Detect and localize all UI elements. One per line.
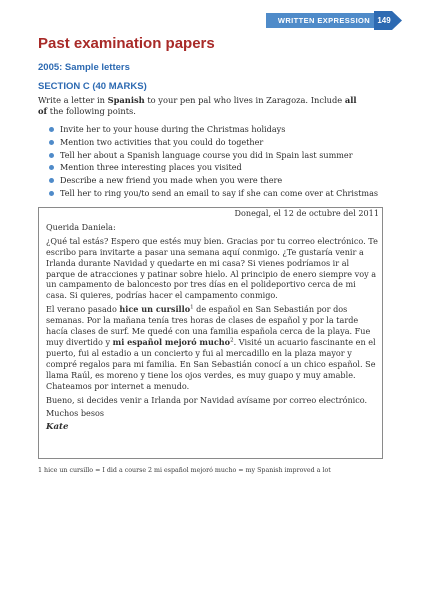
list-item	[48, 149, 378, 162]
page-title: Past examination papers	[38, 35, 215, 52]
list-item	[48, 136, 378, 149]
bullet-icon	[49, 191, 54, 196]
bullet-icon	[49, 178, 54, 183]
letter-text: . Visité un acuario fascinante en el puerto, fui al estadio a un concierto y fui al mercadillo en la plaza mayor y compré regalos para mi familia. En San Sebastián conocí a un chico español. Se llama Raúl, es moreno y tiene los ojos verdes, es muy guapo y muy amable. Chateamos por internet a menudo.	[46, 336, 376, 391]
letter-paragraph-1: ¿Qué tal estás? Espero que estés muy bien. Gracias por tu correo electrónico. Te escribo para invitarte a pasar una semana aquí conmigo. ¿Te gustaría venir a Irlanda durante Navidad y quedarte en mi casa? Si vienes podríamos ir al parque de atracciones y patinar sobre hielo. Al principio de enero siempre voy a un campamento de baloncesto por tres días en el polideportivo cerca de mi casa. Si quieres, podrías hacer el campamento conmigo.	[46, 235, 378, 301]
page-number: 149	[377, 16, 391, 25]
footnote: 1 hice un cursillo = I did a course 2 mi español mejoró mucho = my Spanish improved a lot	[38, 467, 331, 474]
subtitle: 2005: Sample letters	[38, 62, 130, 73]
point-text: Mention two activities that you could do together	[60, 136, 264, 147]
instructions	[38, 95, 368, 117]
section-header-band	[266, 13, 382, 28]
letter-greeting: Querida Daniela:	[46, 221, 116, 232]
letter-closing: Muchos besos	[46, 408, 104, 419]
section-heading: SECTION C (40 MARKS)	[38, 81, 147, 92]
instructions-text: to your pen pal who lives in Zaragoza. Include	[144, 95, 345, 105]
letter-date: Donegal, el 12 de octubre del 2011	[234, 208, 379, 218]
letter-text: El verano pasado	[46, 304, 120, 315]
letter-text: de español en San Sebastián por dos semanas. Por la mañana tenía tres horas de clases de español y por la tarde hacía clases de surf. Me quedé con una familia española cerca de la playa. Fue muy divertido y	[46, 304, 371, 347]
instructions-language: Spanish	[107, 95, 145, 105]
footnote-marker: 1	[190, 304, 194, 311]
list-item	[48, 161, 378, 174]
list-item	[48, 174, 378, 187]
list-item	[48, 123, 378, 136]
points-list	[48, 123, 378, 200]
point-text: Invite her to your house during the Christmas holidays	[60, 124, 286, 134]
section-label: WRITTEN EXPRESSION	[277, 16, 371, 25]
list-item	[48, 187, 378, 200]
letter-signature: Kate	[46, 422, 69, 433]
bullet-icon	[49, 165, 54, 170]
bullet-icon	[49, 153, 54, 158]
point-text: Describe a new friend you made when you were there	[60, 175, 283, 186]
bullet-icon	[49, 140, 54, 145]
point-text: Tell her about a Spanish language course you did in Spain last summer	[60, 149, 353, 160]
sample-letter	[46, 208, 379, 436]
bullet-icon	[49, 127, 54, 132]
footnote-marker: 2	[230, 337, 234, 344]
letter-paragraph-2	[46, 304, 379, 391]
instructions-text: Write a letter in	[38, 95, 108, 105]
instructions-text: the following points.	[47, 106, 136, 116]
letter-paragraph-3: Bueno, si decides venir a Irlanda por Navidad avísame por correo electrónico.	[46, 394, 368, 405]
instructions-all-of: all of	[38, 95, 357, 116]
highlight-phrase: hice un cursillo	[119, 304, 191, 315]
point-text: Mention three interesting places you visited	[60, 162, 242, 173]
highlight-phrase: mi español mejoró mucho	[112, 336, 231, 347]
point-text: Tell her to ring you/to send an email to say if she can come over at Christmas	[60, 187, 379, 198]
